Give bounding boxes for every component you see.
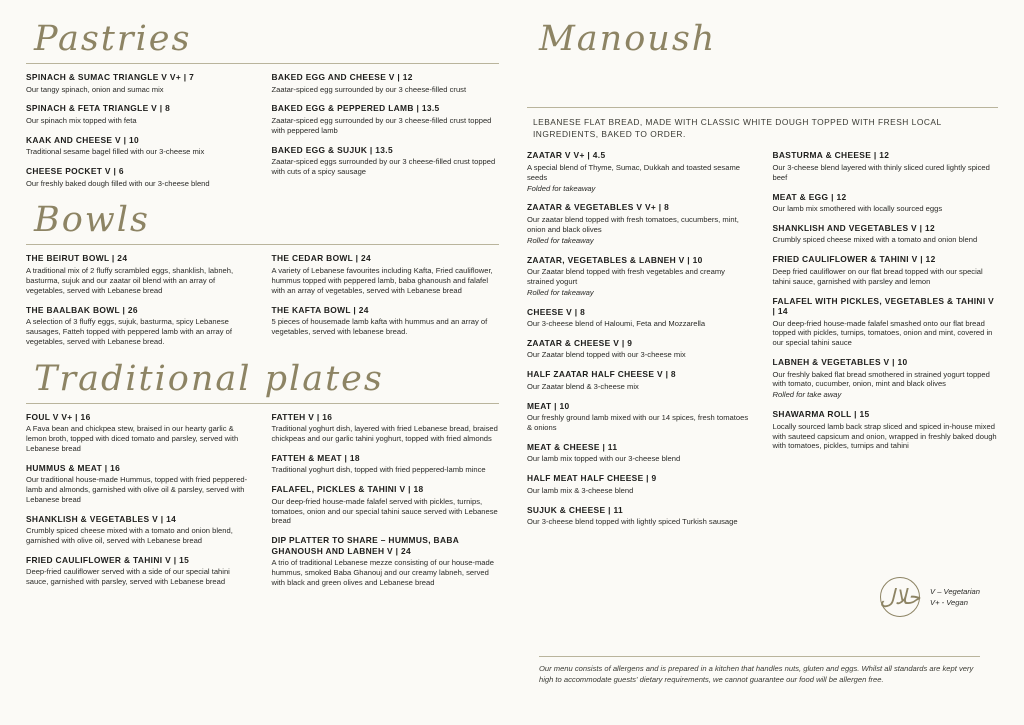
menu-item [527,442,753,464]
menu-item-title: BAKED EGG AND CHEESE V | 12 [271,72,413,82]
menu-item-desc: Our spinach mix topped with feta [26,115,137,125]
menu-item-title: FATTEH & MEAT | 18 [271,452,360,463]
menu-item-desc: Our Zaatar blend topped with fresh vegetables and creamy strained yogurt [526,267,725,286]
menu-item-desc: Zaatar-spiced egg surrounded by our 3 cheese-filled crust [271,84,467,94]
menu-item-title: THE BAALBAK BOWL | 26 [26,304,138,315]
menu-item-title: DIP PLATTER TO SHARE – HUMMUS, BABA GHANOUSH AND LABNEH V | 24 [271,535,459,556]
menu-item-title: FOUL V V+ | 16 [26,411,91,422]
menu-item [527,255,753,298]
menu-item-desc: Our Zaatar blend & 3-cheese mix [526,381,639,391]
manoush-heading: Manoush [538,19,717,59]
menu-item [26,166,253,188]
menu-item [26,412,253,454]
menu-item-title: THE CEDAR BOWL | 24 [271,253,372,264]
right-page [513,19,998,703]
menu-item [26,253,253,295]
menu-item-title: SHANKLISH & VEGETABLES V | 14 [26,513,177,524]
menu-item-desc: Deep fried cauliflower on our flat bread topped with our special tahini sauce, garnished with parsley and lemon [772,266,983,286]
menu-item [26,463,253,505]
menu-item [271,253,498,295]
menu-item-desc: Our freshly baked flat bread smothered in strained yogurt topped with tomato, cucumber, onion, mint and black olives [772,369,990,389]
menu-item-title: ZAATAR & VEGETABLES V V+ | 8 [526,202,670,213]
menu-item-desc: Crumbly spiced cheese mixed with a tomato and onion blend, garnished with olive oil, served with Lebanese bread [26,526,233,546]
menu-item-desc: Our traditional house-made Hummus, topped with fried peppered-lamb and almonds, garnished with olive oil & parsley, served with Lebanese bread [26,475,248,504]
menu-item-desc: Our lamb mix smothered with locally sourced eggs [772,204,943,214]
menu-item [271,145,498,177]
menu-item-desc: Our 3-cheese blend topped with lightly spiced Turkish sausage [526,517,738,527]
menu-item-note: Rolled for take away [772,390,842,400]
allergen-footer-text: Our menu consists of allergens and is prepared in a kitchen that handles nuts, gluten and eggs. Whilst all standards are kept very high to accommodate guests' dietary requirements, we cannot guarantee our food will be allergen free. [538,664,974,684]
divider [539,656,980,657]
legend-text [930,586,980,609]
menu-item-desc: A trio of traditional Lebanese mezze consisting of our house-made hummus, smoked Baba Ghanouj and our creamy labneh, served with black and green olives and Lebanese bread [271,558,494,587]
legend-line-vegetarian: V – Vegetarian [930,586,980,596]
menu-item [772,192,998,214]
menu-item-desc: Deep-fried cauliflower served with a side of our special tahini sauce, garnished with parsley, served with Lebanese bread [26,567,230,587]
menu-item [26,103,253,125]
menu-item-desc: Our deep-fried house-made falafel served with pickles, turnips, tomatoes, onion and our special tahini sauce served with Lebanese bread [271,496,498,526]
bowls-column-1 [26,253,253,355]
menu-item [271,535,498,588]
menu-item-desc: 5 pieces of housemade lamb kafta with hummus and an array of vegetables, served with lebanese bread. [271,317,488,336]
menu-item-desc: A traditional mix of 2 fluffy scrambled eggs, shanklish, labneh, basturma, sujuk and our zaatar oil blend with an array of vegetables, served with Lebanese bread [26,265,234,295]
menu-item [772,223,998,245]
menu-item-desc: Our zaatar blend topped with fresh tomatoes, cucumbers, mint, onion and black olives [526,214,739,234]
legend-line-vegan: V+ - Vegan [930,598,968,607]
menu-item-desc: Zaatar-spiced eggs surrounded by our 3 cheese-filled crust topped with cuts of a spicy sausage [271,157,496,176]
menu-item [527,473,753,495]
menu-item [527,150,753,193]
menu-item [271,412,498,444]
menu-item-title: ZAATAR & CHEESE V | 9 [526,337,633,348]
menu-item-title: FALAFEL, PICKLES & TAHINI V | 18 [271,484,424,495]
divider [26,63,499,64]
menu-item [527,401,753,433]
menu-item-title: MEAT & CHEESE | 11 [526,441,618,452]
menu-item-title: CHEESE V | 8 [526,306,586,317]
menu-item [527,505,753,527]
menu-item-desc: Zaatar-spiced egg surrounded by our 3 cheese-filled crust topped with peppered lamb [271,115,492,135]
traditional-column-2 [271,412,498,597]
menu-item-desc: Our Zaatar blend topped with our 3-cheese mix [526,350,686,360]
menu-item [527,202,753,245]
menu-item [26,555,253,587]
menu-item-desc: Our 3-cheese blend layered with thinly sliced cured lightly spiced beef [772,162,990,182]
menu-item [26,514,253,546]
menu-item-note: Rolled for takeaway [526,287,594,297]
menu-item-title: FRIED CAULIFLOWER & TAHINI V | 12 [772,254,936,265]
divider [527,107,998,108]
menu-item-desc: A special blend of Thyme, Sumac, Dukkah and toasted sesame seeds [526,162,740,182]
section-bowls [26,200,499,355]
menu-item-title: HALF ZAATAR HALF CHEESE V | 8 [526,369,676,380]
menu-item [271,484,498,526]
menu-item-desc: Our tangy spinach, onion and sumac mix [26,84,164,94]
menu-item-desc: Crumbly spiced cheese mixed with a tomato and onion blend [772,235,978,245]
pastries-column-1 [26,72,253,197]
menu-item [271,453,498,475]
menu-item-title: ZAATAR V V+ | 4.5 [526,150,606,161]
menu-item-desc: Our freshly baked dough filled with our 3-cheese blend [26,178,210,188]
menu-item-title: KAAK AND CHEESE V | 10 [26,134,140,145]
traditional-column-1 [26,412,253,597]
menu-item-title: BASTURMA & CHEESE | 12 [772,150,890,161]
menu-item-title: FATTEH V | 16 [271,411,333,422]
menu-item-title: SUJUK & CHEESE | 11 [526,504,623,515]
menu-item-title: HUMMUS & MEAT | 16 [26,462,121,473]
menu-item-desc: Traditional sesame bagel filled with our 3-cheese mix [26,147,205,157]
traditional-plates-heading: Traditional plates [34,358,384,399]
menu-item [772,150,998,182]
menu-item-desc: Traditional yoghurt dish, layered with fried Lebanese bread, braised chickpeas and our garlic tahini yoghurt, topped with fried almonds [271,424,498,443]
menu-item-desc: Locally sourced lamb back strap sliced and spiced in-house mixed with sauteed capsicum and onion, wrapped in freshly baked dough with tomatoes, pickles, turnips and tahini [772,421,997,451]
menu-item-desc: A Fava bean and chickpea stew, braised in our hearty garlic & lemon broth, topped with diced tomato and parsley, served with Lebanese bread [26,424,239,453]
menu-item [772,409,998,451]
menu-item [271,72,498,94]
section-traditional-plates [26,358,499,597]
menu-item-title: SPINACH & FETA TRIANGLE V | 8 [26,103,171,114]
manoush-column-2 [772,150,998,536]
menu-item-title: ZAATAR, VEGETABLES & LABNEH V | 10 [526,254,703,265]
menu-item-desc: Our 3-cheese blend of Haloumi, Feta and Mozzarella [526,319,706,329]
dietary-legend [880,577,980,617]
halal-icon: حلال [880,577,920,617]
menu-item-title: SPINACH & SUMAC TRIANGLE V V+ | 7 [26,72,195,82]
menu-item-title: MEAT | 10 [526,400,570,411]
section-manoush [527,19,998,59]
menu-item-desc: Our lamb mix & 3-cheese blend [526,485,634,495]
bowls-column-2 [271,253,498,355]
menu-item-title: BAKED EGG & SUJUK | 13.5 [271,144,393,155]
menu-item-note: Folded for takeaway [526,183,596,193]
menu-item [26,72,253,94]
menu-item-desc: Our lamb mix topped with our 3-cheese blend [526,454,681,464]
menu-item [271,103,498,135]
menu-item-title: SHANKLISH AND VEGETABLES V | 12 [772,222,936,233]
menu-item-desc: A variety of Lebanese favourites including Kafta, Fried cauliflower, hummus topped with peppered lamb, baba ghanoush and falafel with an array of vegetables, served with Lebanese bread [271,265,493,295]
menu-item-title: MEAT & EGG | 12 [772,191,847,202]
menu-item [772,357,998,400]
menu-item [271,305,498,337]
menu-item-note: Rolled for takeaway [526,235,594,245]
section-pastries [26,19,499,197]
menu-item [772,296,998,349]
menu-item-title: SHAWARMA ROLL | 15 [772,409,870,420]
divider [26,403,499,404]
menu-item-title: FRIED CAULIFLOWER & TAHINI V | 15 [26,554,190,565]
pastries-heading: Pastries [34,19,192,59]
bowls-heading: Bowls [34,200,150,241]
menu-item-desc: A selection of 3 fluffy eggs, sujuk, basturma, spicy Lebanese sausages, Fatteh topped with peppered lamb with an array of vegetables, served with Lebanese bread. [26,317,232,346]
manoush-column-1 [527,150,753,536]
menu-item-title: BAKED EGG & PEPPERED LAMB | 13.5 [271,103,440,114]
divider [26,244,499,245]
menu-item [527,369,753,391]
menu-item-desc: Traditional yoghurt dish, topped with fried peppered-lamb mince [271,465,486,475]
menu-item [26,305,253,347]
menu-item [527,307,753,329]
menu-item-title: CHEESE POCKET V | 6 [26,166,124,177]
menu-item-desc: Our deep-fried house-made falafel smashed onto our flat bread topped with pickles, turnips, tomatoes, onion and mint, covered in our special tahini sauce [772,318,993,348]
menu-item-title: HALF MEAT HALF CHEESE | 9 [526,473,657,484]
left-page [26,19,513,703]
menu-item [527,338,753,360]
menu-item-title: THE BEIRUT BOWL | 24 [26,253,128,264]
menu-item-desc: Our freshly ground lamb mixed with our 14 spices, fresh tomatoes & onions [526,413,749,433]
pastries-column-2 [271,72,498,197]
allergen-footer [539,656,980,685]
menu-item-title: FALAFEL WITH PICKLES, VEGETABLES & TAHINI V | 14 [772,295,995,317]
menu-item-title: LABNEH & VEGETABLES V | 10 [772,357,908,368]
menu-item [772,254,998,286]
manoush-intro: LEBANESE FLAT BREAD, MADE WITH CLASSIC WHITE DOUGH TOPPED WITH FRESH LOCAL INGREDIENTS, BAKED TO ORDER. [532,117,942,140]
menu-item [26,135,253,157]
menu-item-title: THE KAFTA BOWL | 24 [271,304,369,315]
